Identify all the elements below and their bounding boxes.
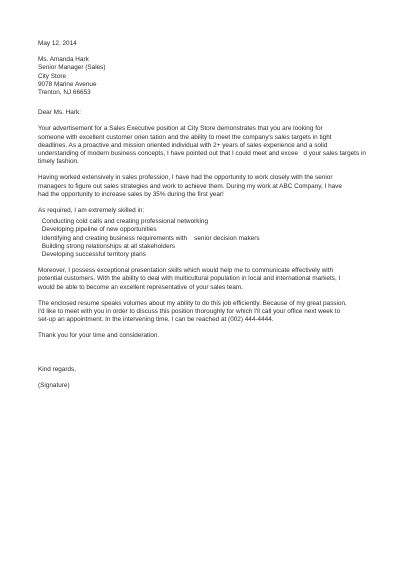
paragraph-line: The enclosed resume speaks volumes about my ability to do this job efficiently. Because of my great passion, <box>38 299 347 307</box>
paragraph-line: set-up an appointment. In the intervening time, I can be reached at (002) 444-4444. <box>38 316 274 324</box>
skill-item: Developing pipeline of new opportunities <box>40 226 157 234</box>
paragraph-line: would be able to become an excellent representative of your sales team. <box>38 283 243 291</box>
paragraph-skills <box>38 267 373 292</box>
skill-item: Conducting cold calls and creating professional networking <box>40 218 209 226</box>
paragraph-line: someone with excellent customer orien tation and the ability to meet the company's sales targets in tight <box>38 133 332 141</box>
recipient-company: City Store <box>38 72 67 80</box>
recipient-street: 9078 Marine Avenue <box>38 80 97 88</box>
signature: (Signature) <box>38 381 70 389</box>
paragraph-line: deadlines. As a proactive and mission oriented individual with 2+ years of sales experience and a solid <box>38 141 328 149</box>
recipient-title: Senior Manager (Sales) <box>38 64 106 72</box>
paragraph-line: Your advertisement for a Sales Executive position at City Store demonstrates that you are looking for <box>38 125 323 133</box>
paragraph-experience <box>38 174 373 199</box>
skill-item: Developing successful territory plans <box>40 251 146 259</box>
closing: Kind regards, <box>38 365 77 373</box>
paragraph-line: I'd like to meet with you in order to discuss this position thoroughly for which I'll call your office next week to <box>38 308 341 316</box>
paragraph-intro <box>38 125 373 166</box>
skills-intro: As required, I am extremely skilled in: <box>38 207 145 215</box>
paragraph-line: Having worked extensively in sales profession, I have had the opportunity to work closely with the senior <box>38 174 333 182</box>
skill-item: Building strong relationships at all stakeholders <box>40 242 175 250</box>
recipient-address <box>38 56 373 97</box>
paragraph-thanks: Thank you for your time and consideration. <box>38 332 160 340</box>
skills-list <box>40 218 373 259</box>
paragraph-line: Moreover, I possess exceptional presentation skills which would help me to communicate effectively with <box>38 267 334 275</box>
recipient-name: Ms. Amanda Hark <box>38 56 89 64</box>
paragraph-line: managers to figure out sales strategies and work to achieve them. During my work at ABC Company, I have <box>38 182 342 190</box>
letter-date: May 12, 2014 <box>38 40 77 47</box>
skill-item: Identifying and creating business requirements with senior decision makers <box>40 234 260 242</box>
paragraph-line: potential customers. With the ability to deal with multicultural population in local and international markets, I <box>38 275 341 283</box>
salutation: Dear Ms. Hark: <box>38 109 81 117</box>
paragraph-line: had the opportunity to increase sales by 35% during the first year! <box>38 190 224 198</box>
paragraph-line: understanding of modern business concepts, I have pointed out that I could meet and excee d your sales targets in <box>38 150 366 158</box>
paragraph-resume <box>38 300 373 325</box>
recipient-city: Trenton, NJ 66653 <box>38 89 91 97</box>
paragraph-line: timely fashion. <box>38 158 79 166</box>
